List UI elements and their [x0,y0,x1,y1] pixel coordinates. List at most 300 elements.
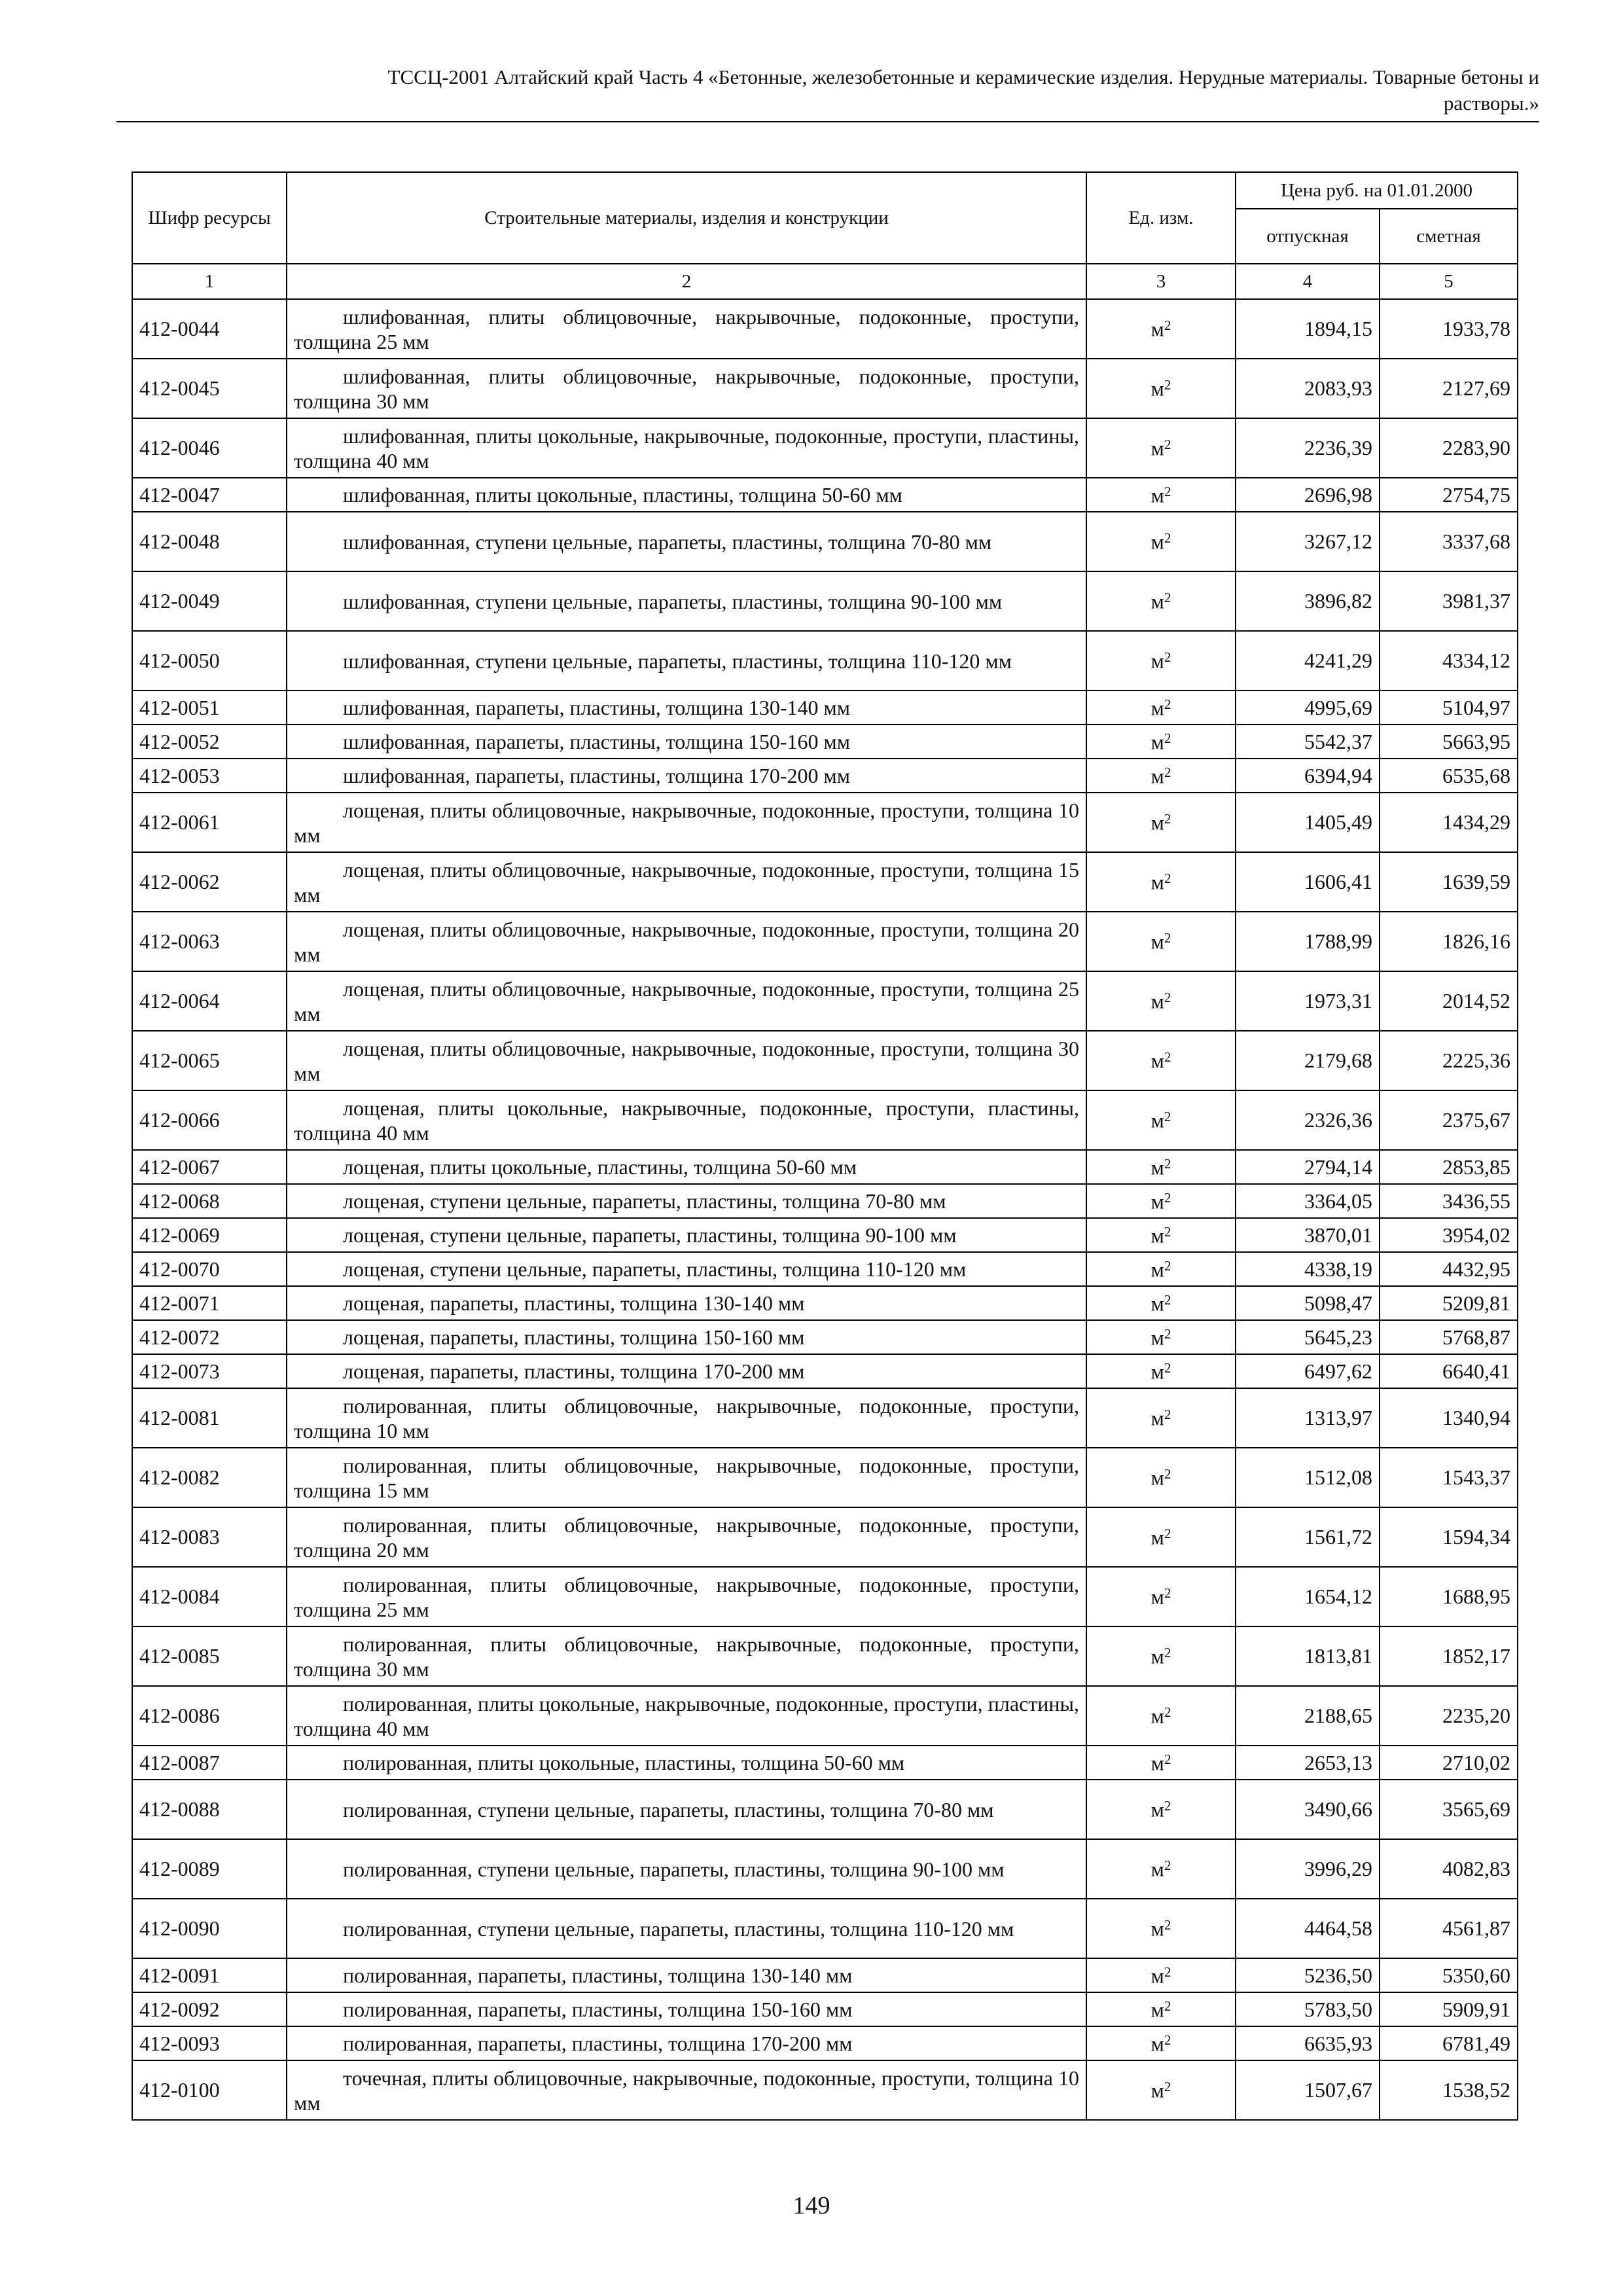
unit-base: м [1150,589,1164,613]
unit-cell [1086,571,1236,631]
material-description: точечная, плиты облицовочные, накрывочные, подоконные, проступи, толщина 10 мм [287,2060,1086,2120]
unit-power: 2 [1164,1049,1171,1066]
unit-base: м [1150,1797,1164,1821]
col-header-price-release: отпускная [1236,209,1380,264]
unit-power: 2 [1164,1751,1171,1767]
material-description: лощеная, парапеты, пластины, толщина 130-140 мм [287,1286,1086,1320]
material-description: полированная, плиты облицовочные, накрывочные, подоконные, проступи, толщина 10 мм [287,1388,1086,1448]
material-description: шлифованная, плиты цокольные, накрывочные, подоконные, проступи, пластины, толщина 40 мм [287,418,1086,478]
unit-base: м [1150,1857,1164,1881]
col-header-price-estimate: сметная [1380,209,1518,264]
material-description: лощеная, ступени цельные, парапеты, пластины, толщина 70-80 мм [287,1184,1086,1218]
price-estimate: 2283,90 [1380,418,1518,478]
price-table-body [132,264,1518,2120]
unit-cell [1086,1031,1236,1090]
price-estimate: 3337,68 [1380,512,1518,571]
unit-cell [1086,2060,1236,2120]
table-row [132,2026,1518,2060]
resource-code: 412-0093 [132,2026,287,2060]
unit-cell [1086,1184,1236,1218]
table-row [132,1839,1518,1899]
unit-cell [1086,1958,1236,1992]
price-release: 3364,05 [1236,1184,1380,1218]
unit-cell [1086,1992,1236,2026]
unit-base: м [1150,1465,1164,1490]
material-description: полированная, плиты облицовочные, накрывочные, подоконные, проступи, толщина 20 мм [287,1507,1086,1567]
resource-code: 412-0063 [132,912,287,971]
price-release: 1894,15 [1236,299,1380,359]
table-row [132,793,1518,852]
unit-base: м [1150,1291,1164,1316]
resource-code: 412-0085 [132,1626,287,1686]
price-release: 2188,65 [1236,1686,1380,1746]
table-row [132,691,1518,725]
table-row [132,1780,1518,1839]
unit-base: м [1150,1644,1164,1668]
resource-code: 412-0050 [132,631,287,691]
unit-base: м [1150,1406,1164,1430]
unit-power: 2 [1164,1155,1171,1172]
unit-cell [1086,1448,1236,1507]
unit-power: 2 [1164,1998,1171,2014]
header-title-line-1: ТССЦ-2001 Алтайский край Часть 4 «Бетонные, железобетонные и керамические изделия. Нерудные материалы. Товарные бетоны и [387,65,1539,88]
price-release: 6394,94 [1236,759,1380,793]
unit-cell [1086,2026,1236,2060]
price-release: 2179,68 [1236,1031,1380,1090]
unit-power: 2 [1164,437,1171,453]
material-description: полированная, ступени цельные, парапеты, пластины, толщина 90-100 мм [287,1839,1086,1899]
unit-base: м [1150,376,1164,401]
unit-power: 2 [1164,1585,1171,1602]
table-row [132,1252,1518,1286]
unit-cell [1086,418,1236,478]
resource-code: 412-0048 [132,512,287,571]
material-description: шлифованная, ступени цельные, парапеты, пластины, толщина 110-120 мм [287,631,1086,691]
resource-code: 412-0071 [132,1286,287,1320]
resource-code: 412-0047 [132,478,287,512]
unit-power: 2 [1164,730,1171,746]
price-release: 5236,50 [1236,1958,1380,1992]
page-number: 149 [793,2192,830,2219]
unit-cell [1086,1286,1236,1320]
price-estimate: 1688,95 [1380,1567,1518,1626]
material-description: лощеная, плиты облицовочные, накрывочные, подоконные, проступи, толщина 30 мм [287,1031,1086,1090]
material-description: полированная, парапеты, пластины, толщина 150-160 мм [287,1992,1086,2026]
price-estimate: 5104,97 [1380,691,1518,725]
unit-cell [1086,1567,1236,1626]
price-estimate: 1826,16 [1380,912,1518,971]
table-row [132,418,1518,478]
price-estimate: 2127,69 [1380,359,1518,418]
col-header-code: Шифр ресурсы [132,172,287,264]
table-row [132,1626,1518,1686]
unit-base: м [1150,1155,1164,1179]
column-number: 1 [132,264,287,299]
resource-code: 412-0081 [132,1388,287,1448]
unit-power: 2 [1164,1964,1171,1980]
unit-power: 2 [1164,990,1171,1006]
unit-base: м [1150,810,1164,834]
unit-power: 2 [1164,483,1171,499]
price-release: 1606,41 [1236,852,1380,912]
resource-code: 412-0062 [132,852,287,912]
table-row [132,1507,1518,1567]
unit-cell [1086,759,1236,793]
unit-power: 2 [1164,2079,1171,2095]
material-description: лощеная, плиты облицовочные, накрывочные, подоконные, проступи, толщина 25 мм [287,971,1086,1031]
price-release: 1512,08 [1236,1448,1380,1507]
price-release: 3490,66 [1236,1780,1380,1839]
unit-cell [1086,1746,1236,1780]
price-release: 1405,49 [1236,793,1380,852]
unit-base: м [1150,1964,1164,1988]
resource-code: 412-0068 [132,1184,287,1218]
resource-code: 412-0065 [132,1031,287,1090]
resource-code: 412-0084 [132,1567,287,1626]
unit-base: м [1150,317,1164,341]
price-release: 3996,29 [1236,1839,1380,1899]
unit-base: м [1150,929,1164,954]
unit-cell [1086,725,1236,759]
price-estimate: 2853,85 [1380,1150,1518,1184]
unit-base: м [1150,2078,1164,2102]
material-description: лощеная, плиты цокольные, пластины, толщина 50-60 мм [287,1150,1086,1184]
resource-code: 412-0046 [132,418,287,478]
unit-power: 2 [1164,1798,1171,1814]
unit-base: м [1150,529,1164,554]
price-release: 4995,69 [1236,691,1380,725]
resource-code: 412-0069 [132,1218,287,1252]
unit-base: м [1150,649,1164,673]
col-header-name: Строительные материалы, изделия и конструкции [287,172,1086,264]
table-row [132,512,1518,571]
unit-cell [1086,1354,1236,1388]
material-description: шлифованная, плиты облицовочные, накрывочные, подоконные, проступи, толщина 25 мм [287,299,1086,359]
table-row [132,631,1518,691]
price-release: 2653,13 [1236,1746,1380,1780]
unit-base: м [1150,1704,1164,1728]
material-description: шлифованная, парапеты, пластины, толщина 150-160 мм [287,725,1086,759]
material-description: шлифованная, ступени цельные, парапеты, пластины, толщина 90-100 мм [287,571,1086,631]
resource-code: 412-0049 [132,571,287,631]
price-estimate: 4561,87 [1380,1899,1518,1958]
price-estimate: 1538,52 [1380,2060,1518,2120]
unit-power: 2 [1164,811,1171,827]
unit-cell [1086,1252,1236,1286]
price-release: 4338,19 [1236,1252,1380,1286]
price-estimate: 5909,91 [1380,1992,1518,2026]
price-estimate: 6640,41 [1380,1354,1518,1388]
price-estimate: 4334,12 [1380,631,1518,691]
material-description: шлифованная, парапеты, пластины, толщина 130-140 мм [287,691,1086,725]
price-estimate: 1852,17 [1380,1626,1518,1686]
material-description: полированная, парапеты, пластины, толщина 170-200 мм [287,2026,1086,2060]
table-row [132,478,1518,512]
material-description: шлифованная, ступени цельные, парапеты, пластины, толщина 70-80 мм [287,512,1086,571]
table-row [132,1184,1518,1218]
unit-base: м [1150,1325,1164,1350]
table-row [132,725,1518,759]
resource-code: 412-0089 [132,1839,287,1899]
unit-power: 2 [1164,1645,1171,1661]
unit-cell [1086,631,1236,691]
price-release: 5098,47 [1236,1286,1380,1320]
resource-code: 412-0070 [132,1252,287,1286]
resource-code: 412-0082 [132,1448,287,1507]
resource-code: 412-0087 [132,1746,287,1780]
table-row [132,1354,1518,1388]
column-number: 3 [1086,264,1236,299]
table-row [132,571,1518,631]
unit-base: м [1150,1049,1164,1073]
resource-code: 412-0088 [132,1780,287,1839]
unit-power: 2 [1164,377,1171,393]
price-estimate: 5663,95 [1380,725,1518,759]
material-description: полированная, плиты цокольные, накрывочные, подоконные, проступи, пластины, толщина 40 мм [287,1686,1086,1746]
unit-cell [1086,359,1236,418]
unit-cell [1086,1507,1236,1567]
unit-cell [1086,912,1236,971]
price-estimate: 3954,02 [1380,1218,1518,1252]
unit-base: м [1150,1257,1164,1282]
unit-base: м [1150,1751,1164,1775]
material-description: лощеная, плиты цокольные, накрывочные, подоконные, проступи, пластины, толщина 40 мм [287,1090,1086,1150]
price-estimate: 6535,68 [1380,759,1518,793]
unit-power: 2 [1164,317,1171,334]
unit-base: м [1150,2032,1164,2056]
material-description: шлифованная, парапеты, пластины, толщина 170-200 мм [287,759,1086,793]
unit-power: 2 [1164,1407,1171,1423]
material-description: лощеная, плиты облицовочные, накрывочные, подоконные, проступи, толщина 10 мм [287,793,1086,852]
price-estimate: 2375,67 [1380,1090,1518,1150]
unit-cell [1086,1090,1236,1150]
table-row [132,1031,1518,1090]
unit-base: м [1150,1525,1164,1549]
table-row [132,1899,1518,1958]
document-header [116,64,1539,117]
table-row [132,912,1518,971]
price-release: 1788,99 [1236,912,1380,971]
table-row [132,1218,1518,1252]
unit-cell [1086,793,1236,852]
unit-cell [1086,971,1236,1031]
price-release: 4464,58 [1236,1899,1380,1958]
price-estimate: 4082,83 [1380,1839,1518,1899]
unit-cell [1086,1780,1236,1839]
price-release: 6497,62 [1236,1354,1380,1388]
unit-cell [1086,1626,1236,1686]
resource-code: 412-0052 [132,725,287,759]
price-estimate: 2710,02 [1380,1746,1518,1780]
unit-cell [1086,1839,1236,1899]
column-number: 5 [1380,264,1518,299]
unit-cell [1086,1388,1236,1448]
unit-base: м [1150,1585,1164,1609]
unit-base: м [1150,730,1164,754]
material-description: полированная, плиты облицовочные, накрывочные, подоконные, проступи, толщина 30 мм [287,1626,1086,1686]
column-number: 2 [287,264,1086,299]
table-row [132,1090,1518,1150]
table-row [132,1388,1518,1448]
unit-power: 2 [1164,1704,1171,1721]
price-release: 3870,01 [1236,1218,1380,1252]
resource-code: 412-0067 [132,1150,287,1184]
resource-code: 412-0090 [132,1899,287,1958]
unit-base: м [1150,1916,1164,1941]
unit-base: м [1150,1998,1164,2022]
material-description: шлифованная, плиты облицовочные, накрывочные, подоконные, проступи, толщина 30 мм [287,359,1086,418]
col-header-unit: Ед. изм. [1086,172,1236,264]
material-description: лощеная, ступени цельные, парапеты, пластины, толщина 90-100 мм [287,1218,1086,1252]
price-release: 2326,36 [1236,1090,1380,1150]
resource-code: 412-0086 [132,1686,287,1746]
unit-base: м [1150,870,1164,894]
resource-code: 412-0064 [132,971,287,1031]
price-estimate: 3981,37 [1380,571,1518,631]
unit-cell [1086,1686,1236,1746]
material-description: лощеная, парапеты, пластины, толщина 150-160 мм [287,1320,1086,1354]
table-row [132,1150,1518,1184]
price-release: 1973,31 [1236,971,1380,1031]
price-estimate: 5768,87 [1380,1320,1518,1354]
table-row [132,971,1518,1031]
unit-power: 2 [1164,1466,1171,1482]
material-description: лощеная, парапеты, пластины, толщина 170-200 мм [287,1354,1086,1388]
material-description: лощеная, плиты облицовочные, накрывочные, подоконные, проступи, толщина 15 мм [287,852,1086,912]
table-row [132,1320,1518,1354]
unit-base: м [1150,1359,1164,1384]
unit-power: 2 [1164,870,1171,887]
unit-cell [1086,852,1236,912]
price-estimate: 3436,55 [1380,1184,1518,1218]
resource-code: 412-0091 [132,1958,287,1992]
price-estimate: 2225,36 [1380,1031,1518,1090]
unit-cell [1086,512,1236,571]
unit-cell [1086,1150,1236,1184]
price-estimate: 1434,29 [1380,793,1518,852]
price-estimate: 5209,81 [1380,1286,1518,1320]
material-description: лощеная, плиты облицовочные, накрывочные, подоконные, проступи, толщина 20 мм [287,912,1086,971]
unit-power: 2 [1164,696,1171,712]
table-row [132,299,1518,359]
price-release: 6635,93 [1236,2026,1380,2060]
table-row [132,1958,1518,1992]
price-estimate: 1543,37 [1380,1448,1518,1507]
unit-power: 2 [1164,649,1171,666]
material-description: шлифованная, плиты цокольные, пластины, толщина 50-60 мм [287,478,1086,512]
price-release: 1313,97 [1236,1388,1380,1448]
material-description: лощеная, ступени цельные, парапеты, пластины, толщина 110-120 мм [287,1252,1086,1286]
resource-code: 412-0051 [132,691,287,725]
resource-code: 412-0061 [132,793,287,852]
price-estimate: 1594,34 [1380,1507,1518,1567]
resource-code: 412-0045 [132,359,287,418]
price-release: 1507,67 [1236,2060,1380,2120]
price-estimate: 2754,75 [1380,478,1518,512]
resource-code: 412-0044 [132,299,287,359]
column-number-row [132,264,1518,299]
unit-power: 2 [1164,1526,1171,1542]
unit-base: м [1150,1189,1164,1213]
resource-code: 412-0083 [132,1507,287,1567]
price-estimate: 5350,60 [1380,1958,1518,1992]
resource-code: 412-0073 [132,1354,287,1388]
price-release: 5645,23 [1236,1320,1380,1354]
price-release: 1561,72 [1236,1507,1380,1567]
material-description: полированная, ступени цельные, парапеты, пластины, толщина 110-120 мм [287,1899,1086,1958]
unit-power: 2 [1164,2032,1171,2048]
price-release: 2083,93 [1236,359,1380,418]
price-estimate: 6781,49 [1380,2026,1518,2060]
material-description: полированная, ступени цельные, парапеты, пластины, толщина 70-80 мм [287,1780,1086,1839]
unit-base: м [1150,764,1164,788]
unit-base: м [1150,989,1164,1013]
price-table [132,171,1518,2121]
unit-cell [1086,691,1236,725]
price-estimate: 1639,59 [1380,852,1518,912]
unit-cell [1086,1320,1236,1354]
table-row [132,759,1518,793]
price-release: 1654,12 [1236,1567,1380,1626]
unit-power: 2 [1164,1109,1171,1125]
resource-code: 412-0066 [132,1090,287,1150]
unit-power: 2 [1164,1917,1171,1933]
unit-power: 2 [1164,764,1171,780]
header-title-line-2: растворы.» [1443,92,1539,115]
table-row [132,2060,1518,2120]
material-description: полированная, плиты цокольные, пластины, толщина 50-60 мм [287,1746,1086,1780]
resource-code: 412-0092 [132,1992,287,2026]
unit-power: 2 [1164,930,1171,946]
unit-power: 2 [1164,1189,1171,1206]
unit-power: 2 [1164,530,1171,547]
price-release: 2236,39 [1236,418,1380,478]
col-header-price-group: Цена руб. на 01.01.2000 [1236,172,1518,209]
resource-code: 412-0100 [132,2060,287,2120]
unit-power: 2 [1164,590,1171,606]
price-release: 5542,37 [1236,725,1380,759]
unit-power: 2 [1164,1223,1171,1240]
price-estimate: 4432,95 [1380,1252,1518,1286]
price-estimate: 1340,94 [1380,1388,1518,1448]
table-row [132,1992,1518,2026]
price-release: 5783,50 [1236,1992,1380,2026]
price-estimate: 1933,78 [1380,299,1518,359]
unit-base: м [1150,1108,1164,1132]
material-description: полированная, плиты облицовочные, накрывочные, подоконные, проступи, толщина 15 мм [287,1448,1086,1507]
price-table-header [132,172,1518,264]
column-number: 4 [1236,264,1380,299]
table-row [132,1746,1518,1780]
price-release: 4241,29 [1236,631,1380,691]
unit-power: 2 [1164,1257,1171,1274]
unit-cell [1086,1899,1236,1958]
price-release: 3896,82 [1236,571,1380,631]
unit-base: м [1150,483,1164,507]
price-release: 2794,14 [1236,1150,1380,1184]
unit-power: 2 [1164,1291,1171,1308]
unit-base: м [1150,1223,1164,1247]
unit-cell [1086,478,1236,512]
unit-cell [1086,1218,1236,1252]
material-description: полированная, парапеты, пластины, толщина 130-140 мм [287,1958,1086,1992]
unit-power: 2 [1164,1359,1171,1376]
unit-base: м [1150,696,1164,720]
unit-power: 2 [1164,1857,1171,1874]
table-row [132,1567,1518,1626]
resource-code: 412-0053 [132,759,287,793]
header-rule [116,121,1539,122]
